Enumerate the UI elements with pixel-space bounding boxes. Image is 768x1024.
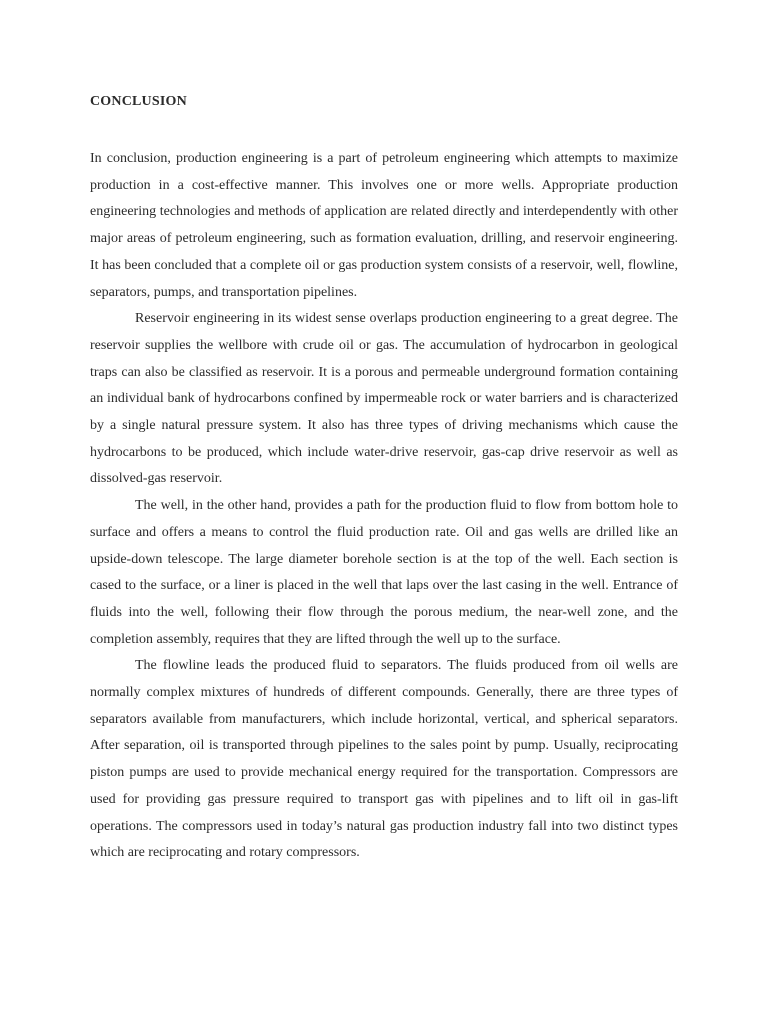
- paragraph-well: The well, in the other hand, provides a path for the production fluid to flow from bottom hole to surface and offers a means to control the fluid production rate. Oil and gas wells are drilled like an upside-down telescope. The large diameter borehole section is at the top of the well. Each section is cased to the surface, or a liner is placed in the well that laps over the last casing in the well. Entrance of fluids into the well, following their flow through the porous medium, the near-well zone, and the completion assembly, requires that they are lifted through the well up to the surface.: [90, 498, 678, 647]
- document-body: [90, 146, 678, 867]
- paragraph-reservoir: Reservoir engineering in its widest sense overlaps production engineering to a great degree. The reservoir supplies the wellbore with crude oil or gas. The accumulation of hydrocarbon in geological traps can also be classified as reservoir. It is a porous and permeable underground formation containing an individual bank of hydrocarbons confined by impermeable rock or water barriers and is characterized by a single natural pressure system. It also has three types of driving mechanisms which cause the hydrocarbons to be produced, which include water-drive reservoir, gas-cap drive reservoir as well as dissolved-gas reservoir.: [90, 311, 678, 487]
- paragraph-flowline: The flowline leads the produced fluid to separators. The fluids produced from oil wells are normally complex mixtures of hundreds of different compounds. Generally, there are three types of separators available from manufacturers, which include horizontal, vertical, and spherical separators. After separation, oil is transported through pipelines to the sales point by pump. Usually, reciprocating piston pumps are used to provide mechanical energy required for the transportation. Compressors are used for providing gas pressure required to transport gas with pipelines and to lift oil in gas-lift operations. The compressors used in today’s natural gas production industry fall into two distinct types which are reciprocating and rotary compressors.: [90, 658, 678, 861]
- paragraph-intro: In conclusion, production engineering is a part of petroleum engineering which attempts to maximize production in a cost-effective manner. This involves one or more wells. Appropriate production engineering technologies and methods of application are related directly and interdependently with other major areas of petroleum engineering, such as formation evaluation, drilling, and reservoir engineering. It has been concluded that a complete oil or gas production system consists of a reservoir, well, flowline, separators, pumps, and transportation pipelines.: [90, 151, 678, 300]
- section-heading: CONCLUSION: [90, 94, 187, 109]
